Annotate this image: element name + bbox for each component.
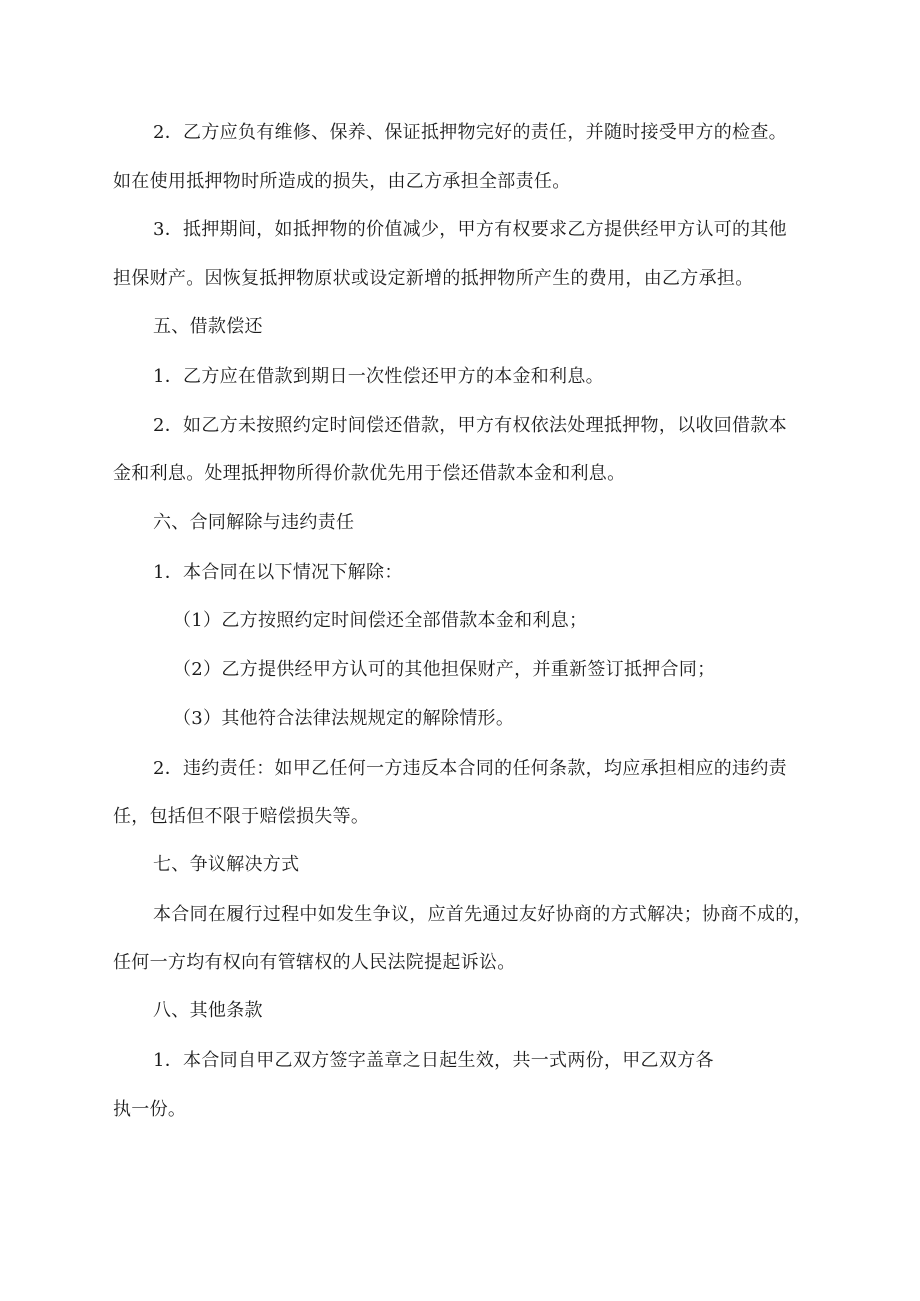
clause-5-item-2-line-1: 2．如乙方未按照约定时间偿还借款，甲方有权依法处理抵押物，以收回借款本 <box>153 415 787 436</box>
section-8-heading: 八、其他条款 <box>153 1000 263 1021</box>
clause-5-item-2-line-2: 金和利息。处理抵押物所得价款优先用于偿还借款本金和利息。 <box>113 463 626 484</box>
clause-4-item-3-line-2: 担保财产。因恢复抵押物原状或设定新增的抵押物所产生的费用，由乙方承担。 <box>113 268 754 289</box>
clause-7-line-2: 任何一方均有权向有管辖权的人民法院提起诉讼。 <box>113 952 516 973</box>
clause-6-item-2-line-2: 任，包括但不限于赔偿损失等。 <box>113 806 370 827</box>
clause-6-item-1: 1．本合同在以下情况下解除： <box>153 562 403 583</box>
clause-6-item-1-sub-3: （3）其他符合法律法规规定的解除情形。 <box>173 708 515 729</box>
section-6-heading: 六、合同解除与违约责任 <box>153 512 355 533</box>
clause-6-item-1-sub-2: （2）乙方提供经甲方认可的其他担保财产，并重新签订抵押合同； <box>173 659 716 680</box>
clause-4-item-2-line-1: 2．乙方应负有维修、保养、保证抵押物完好的责任，并随时接受甲方的检查。 <box>153 122 787 143</box>
clause-6-item-2-line-1: 2．违约责任：如甲乙任何一方违反本合同的任何条款，均应承担相应的违约责 <box>153 758 787 779</box>
clause-7-line-1: 本合同在履行过程中如发生争议，应首先通过友好协商的方式解决；协商不成的， <box>153 904 812 925</box>
clause-4-item-3-line-1: 3．抵押期间，如抵押物的价值减少，甲方有权要求乙方提供经甲方认可的其他 <box>153 219 787 240</box>
clause-4-item-2-line-2: 如在使用抵押物时所造成的损失，由乙方承担全部责任。 <box>113 171 571 192</box>
clause-8-item-1-line-1: 1．本合同自甲乙双方签字盖章之日起生效，共一式两份，甲乙双方各 <box>153 1050 714 1071</box>
clause-8-item-1-line-2: 执一份。 <box>113 1099 187 1120</box>
clause-5-item-1: 1．乙方应在借款到期日一次性偿还甲方的本金和利息。 <box>153 366 604 387</box>
section-7-heading: 七、争议解决方式 <box>153 854 300 875</box>
clause-6-item-1-sub-1: （1）乙方按照约定时间偿还全部借款本金和利息； <box>173 610 588 631</box>
section-5-heading: 五、借款偿还 <box>153 316 263 337</box>
